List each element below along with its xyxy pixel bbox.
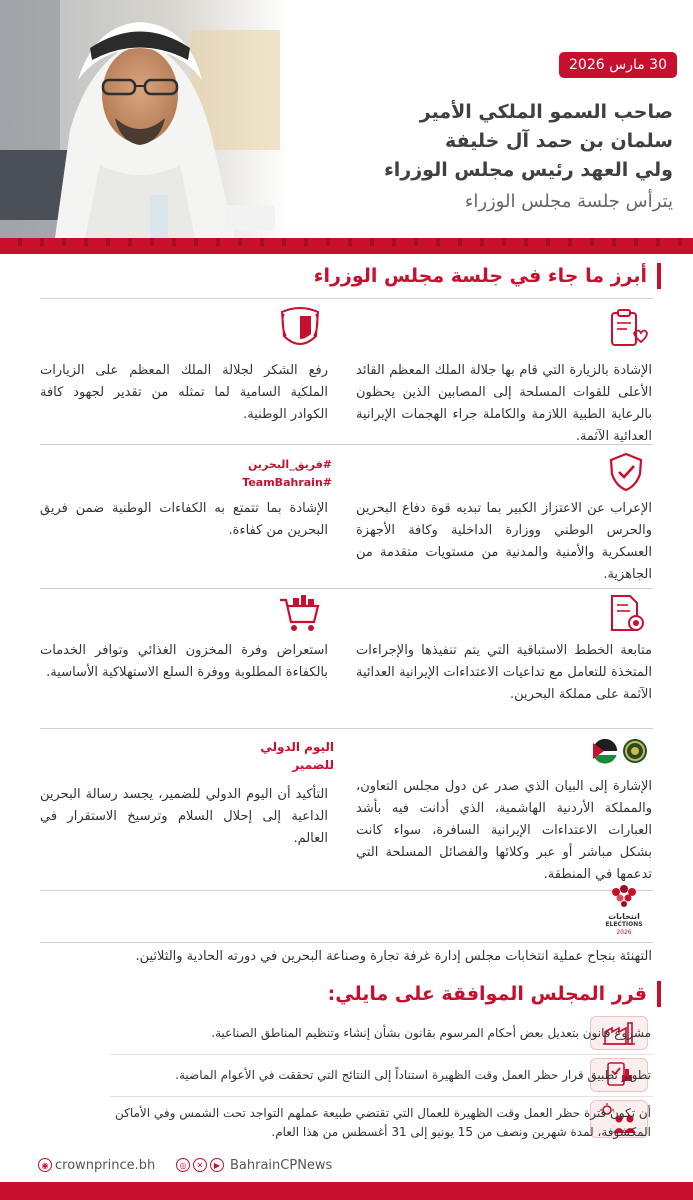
divider [110, 1054, 653, 1055]
highlight-item-7: الإشارة إلى البيان الذي صدر عن دول مجلس التعاون، والمملكة الأردنية الهاشمية، الذي أدانت فيه بأشد العبارات الاعتداءات الإيرانية السافرة، سواء كانت بشكل مباشر أو عبر وكلائها والفصائل المسلحة التي تدعمها في المنطقة. [356, 779, 652, 882]
bahrain-emblem-icon [278, 306, 322, 350]
divider [40, 890, 653, 891]
elections-logo-icon [596, 884, 652, 940]
decisions-heading: قرر المجلس الموافقة على مايلي: [328, 980, 661, 1008]
divider [40, 298, 653, 299]
conscience-tag-line1: اليوم الدولي [260, 740, 334, 754]
footer [0, 1146, 693, 1182]
divider [40, 588, 653, 589]
decision-item-3: أن تكون فترة حظر العمل وقت الظهيرة للعمال التي تقتضي طبيعة عملهم التواجد تحت الشمس وفي الأماكن المكشوفة، لمدة شهرين ونصف من 15 يونيو إلى 31 أغسطس من هذا العام. [114, 1106, 651, 1139]
conscience-day-tag [240, 738, 334, 774]
website-text: crownprince.bh [55, 1157, 156, 1173]
gcc-jordan-flags-icon [592, 734, 650, 768]
team-tag-ar: #فريق_البحرين [248, 458, 332, 471]
handle-text: BahrainCPNews [230, 1157, 333, 1173]
shield-check-icon [604, 450, 648, 494]
instagram-icon: ◎ [176, 1158, 190, 1172]
x-icon: ✕ [193, 1158, 207, 1172]
elections-label-ar: انتخابات [608, 912, 640, 921]
highlight-item-1: الإشادة بالزيارة التي قام بها جلالة الملك المعظم القائد الأعلى للقوات المسلحة إلى المصابين الذين يحظون بالرعاية الطبية اللازمة والكاملة جراء الهجمات الإيرانية العدائية الآثمة. [356, 363, 652, 444]
medical-clipboard-icon [604, 307, 648, 351]
crown-prince-photo [0, 0, 290, 238]
subtitle: يترأس جلسة مجلس الوزراء [464, 191, 673, 212]
highlight-item-6: استعراض وفرة المخزون الغذائي وتوافر الخدمات بالكفاءة المطلوبة ووفرة السلع الاستهلاكية الأساسية. [40, 643, 328, 680]
conscience-tag-line2: للضمير [292, 758, 334, 772]
title-line-3: ولي العهد رئيس مجلس الوزراء [384, 159, 673, 181]
title-line-2: سلمان بن حمد آل خليفة [444, 130, 673, 152]
highlight-item-3: الإعراب عن الاعتزاز الكبير بما تبديه قوة دفاع البحرين والحرس الوطني ووزارة الداخلية وكافة الأجهزة العسكرية والأمنية والمدنية من مستويات متقدمة من الجاهزية. [356, 501, 652, 582]
decision-item-2: تطوير تطبيق قرار حظر العمل وقت الظهيرة استناداً إلى النتائج التي تحققت في الأعوام الماضية. [175, 1068, 651, 1082]
heading-bar [657, 263, 661, 289]
footer-strip [0, 1182, 693, 1200]
page-title [313, 98, 673, 216]
decorative-band [0, 238, 693, 254]
highlight-item-2: رفع الشكر لجلالة الملك المعظم على الزيارات الملكية السامية لما تمثله من تقدير لجهود كافة الكوادر الوطنية. [40, 363, 328, 422]
document-target-icon [604, 592, 648, 636]
highlight-item-5: متابعة الخطط الاستباقية التي يتم تنفيذها والإجراءات المتخذة للتعامل مع تداعيات الاعتداءات الإيرانية العدائية الآثمة على مملكة البحرين. [356, 643, 652, 702]
website-link[interactable] [38, 1154, 155, 1176]
divider [40, 444, 653, 445]
shopping-cart-icon [278, 592, 322, 636]
divider [40, 728, 653, 729]
date-badge: 30 مارس 2026 [559, 52, 677, 78]
heading-bar [657, 981, 661, 1007]
highlight-item-4: الإشادة بما تتمتع به الكفاءات الوطنية ضمن فريق البحرين من كفاءة. [40, 501, 328, 538]
social-handle-link[interactable] [176, 1154, 332, 1176]
title-line-1: صاحب السمو الملكي الأمير [419, 101, 673, 123]
divider [40, 942, 653, 943]
header-section [0, 0, 693, 238]
decision-item-1: مشروع قانون بتعديل بعض أحكام المرسوم بقانون بشأن إنشاء وتنظيم المناطق الصناعية. [211, 1026, 651, 1040]
elections-label-en: ELECTIONS [605, 921, 643, 928]
team-bahrain-tag [240, 456, 332, 492]
highlight-item-8: التأكيد أن اليوم الدولي للضمير، يجسد رسالة البحرين الداعية إلى إحلال السلام وترسيخ الاستقرار في العالم. [40, 787, 328, 846]
highlights-heading: أبرز ما جاء في جلسة مجلس الوزراء [314, 262, 661, 290]
globe-icon: ◉ [38, 1158, 52, 1172]
team-tag-en: #TeamBahrain [242, 476, 332, 489]
highlight-item-9: التهنئة بنجاح عملية انتخابات مجلس إدارة غرفة تجارة وصناعة البحرين في دورته الحادية والثلاثين. [135, 949, 652, 964]
elections-year: 2026 [616, 929, 632, 936]
divider [110, 1096, 653, 1097]
youtube-icon: ▶ [210, 1158, 224, 1172]
